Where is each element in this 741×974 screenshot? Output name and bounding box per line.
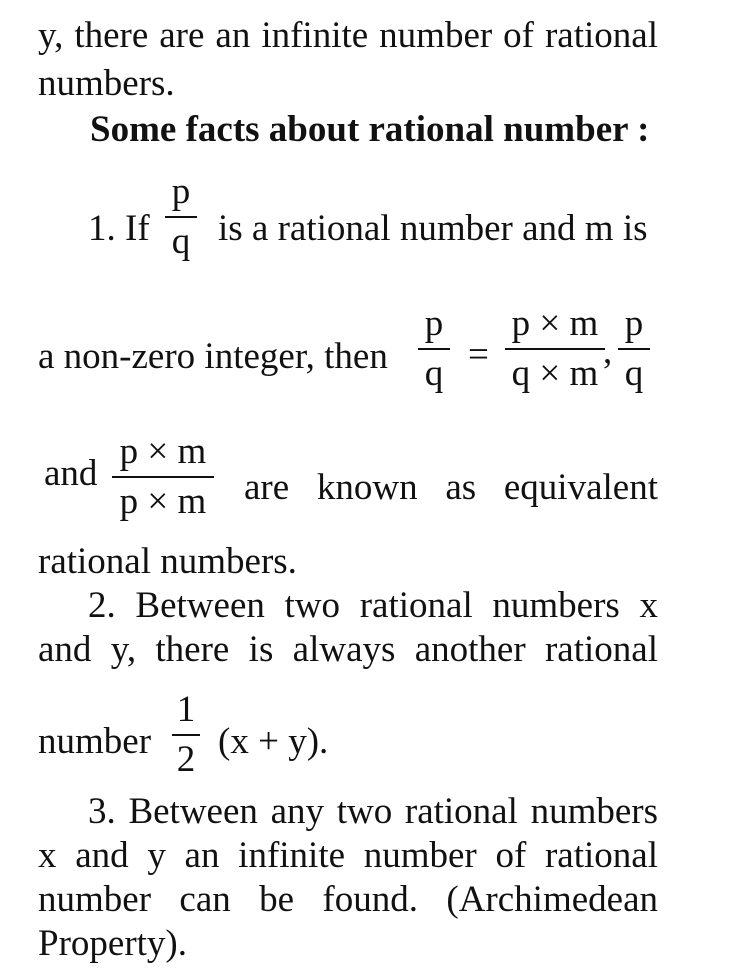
equals-sign: = xyxy=(468,334,489,375)
fact3-line4: Property). xyxy=(38,923,187,964)
fraction-bar xyxy=(418,348,450,350)
fraction-numerator: p xyxy=(171,171,191,212)
fact1-line2: a non-zero integer, then xyxy=(38,336,388,377)
fact1-suffix: is a rational number and m is xyxy=(218,208,648,249)
fact1-prefix: 1. If xyxy=(88,208,150,249)
fact2-line2: and y, there is always another rational xyxy=(38,629,658,670)
section-heading: Some facts about rational number : xyxy=(90,109,650,150)
fact3-line1: 3. Between any two rational numbers xyxy=(88,791,658,832)
comma: , xyxy=(603,331,613,372)
fraction-denominator: p × m xyxy=(119,481,207,522)
fraction-denominator: q × m xyxy=(511,353,599,394)
fraction-one-half xyxy=(172,690,200,780)
text-line-2: numbers. xyxy=(38,63,175,104)
fraction-p-over-q-3 xyxy=(618,304,650,394)
fraction-numerator: p xyxy=(424,303,444,344)
fraction-bar xyxy=(112,476,214,478)
fraction-bar xyxy=(505,348,605,350)
fraction-numerator: p × m xyxy=(119,431,207,472)
fraction-denominator: q xyxy=(424,353,444,394)
fraction-bar xyxy=(172,734,200,736)
fraction-numerator: p xyxy=(624,303,644,344)
fact2-line1: 2. Between two rational numbers x xyxy=(88,585,658,626)
fraction-denominator: 2 xyxy=(176,739,196,780)
xy-expression: (x + y). xyxy=(218,721,329,762)
and-word: and xyxy=(44,453,98,494)
fact3-line3: number can be found. (Archimedean xyxy=(38,879,658,920)
text-line-1: y, there are an infinite number of rational xyxy=(38,15,658,56)
fraction-p-over-q xyxy=(165,172,197,262)
fact3-line2: x and y an infinite number of rational xyxy=(38,835,658,876)
rational-numbers-line: rational numbers. xyxy=(38,541,297,582)
fraction-bar xyxy=(618,348,650,350)
fraction-pm-over-pm xyxy=(112,432,214,522)
equivalent-text: are known as equivalent xyxy=(244,467,658,508)
fraction-bar xyxy=(165,216,197,218)
fraction-pm-over-qm xyxy=(505,304,605,394)
fraction-numerator: p × m xyxy=(511,303,599,344)
fraction-denominator: q xyxy=(171,221,191,262)
fraction-denominator: q xyxy=(624,353,644,394)
number-word: number xyxy=(38,721,152,762)
fraction-numerator: 1 xyxy=(176,689,196,730)
fraction-p-over-q-2 xyxy=(418,304,450,394)
